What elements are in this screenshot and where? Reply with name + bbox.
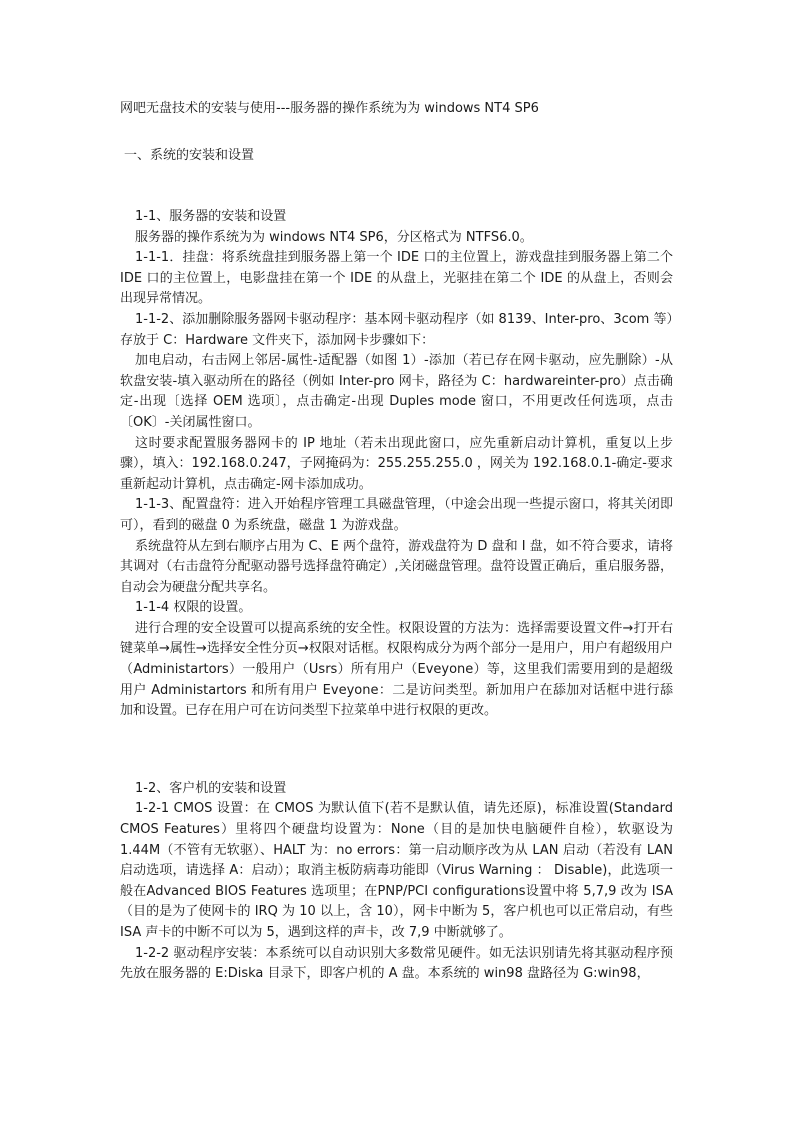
subsection-heading-1-2: 1-2、客户机的安装和设置 <box>135 780 287 796</box>
document-title: 网吧无盘技术的安装与使用---服务器的操作系统为为 windows NT4 SP6 <box>120 101 539 116</box>
paragraph: 1-1-1．挂盘：将系统盘挂到服务器上第一个 IDE 口的主位置上，游戏盘挂到服务器上第二个 IDE 口的主位置上，电影盘挂在第一个 IDE 的从盘上，光驱挂在第二个 IDE 的从盘上，否则会出现异常情况。 <box>120 250 673 307</box>
paragraph: 系统盘符从左到右顺序占用为 C、E 两个盘符，游戏盘符为 D 盘和 I 盘，如不符合要求，请将其调对（右击盘符分配驱动器号选择盘符确定）,关闭磁盘管理。盘符设置正确后，重启服务器，自动会为硬盘分配共享名。 <box>120 538 673 595</box>
paragraph: 1-2-1 CMOS 设置：在 CMOS 为默认值下(若不是默认值，请先还原)，标准设置(Standard CMOS Features）里将四个硬盘均设置为：None（目的是加快电脑硬件自检），软驱设为 1.44M（不管有无软驱）、HALT 为：no errors：第一启动顺序改为从 LAN 启动（若没有 LAN 启动选项，请选择 A：启动）；取消主板防病毒功能即（Virus Warning ： Disable)，此选项一般在Advanced BIOS Features 选项里；在PNP/PCI configurations设置中将 5,7,9 改为 ISA（目的是为了使网卡的 IRQ 为 10 以上，含 10），网卡中断为 5，客户机也可以正常启动，有些 ISA 声卡的中断不可以为 5，遇到这样的声卡，改 7,9 中断就够了。 <box>120 801 673 940</box>
paragraph: 1-1-3、配置盘符：进入开始程序管理工具磁盘管理，（中途会出现一些提示窗口，将其关闭即可），看到的磁盘 0 为系统盘，磁盘 1 为游戏盘。 <box>120 497 673 533</box>
document-body <box>120 207 673 985</box>
section-heading: 一、系统的安装和设置 <box>124 148 255 163</box>
paragraph: 这时要求配置服务器网卡的 IP 地址（若未出现此窗口，应先重新启动计算机，重复以上步骤），填入：192.168.0.247，子网掩码为：255.255.255.0 ，网关为 192.168.0.1-确定-要求重新起动计算机，点击确定-网卡添加成功。 <box>120 435 673 492</box>
subsection-heading-1-1: 1-1、服务器的安装和设置 <box>135 209 287 224</box>
paragraph: 加电启动，右击网上邻居-属性-适配器（如图 1）-添加（若已存在网卡驱动，应先删除）-从软盘安装-填入驱动所在的路径（例如 Inter-pro 网卡，路径为 C：hardwareinter-pro）点击确定-出现〔选择 OEM 选项〕，点击确定-出现 Duples mode 窗口，不用更改任何选项，点击〔OK〕-关闭属性窗口。 <box>120 353 673 430</box>
paragraph: 进行合理的安全设置可以提高系统的安全性。权限设置的方法为：选择需要设置文件→打开右键菜单→属性→选择安全性分页→权限对话框。权限构成分为两个部分一是用户，用户有超级用户（Administartors）一般用户（Usrs）所有用户（Eveyone）等，这里我们需要用到的是超级用户 Administartors 和所有用户 Eveyone：二是访问类型。新加用户在舔加对话框中进行舔加和设置。已存在用户可在访问类型下拉菜单中进行权限的更改。 <box>120 620 673 719</box>
section-spacer <box>120 722 673 779</box>
paragraph: 1-1-2、添加删除服务器网卡驱动程序：基本网卡驱动程序（如 8139、Inter-pro、3com 等）存放于 C：Hardware 文件夹下，添加网卡步骤如下： <box>120 311 673 348</box>
paragraph: 服务器的操作系统为为 windows NT4 SP6，分区格式为 NTFS6.0。 <box>135 229 533 245</box>
paragraph: 1-2-2 驱动程序安装：本系统可以自动识别大多数常见硬件。如无法识别请先将其驱动程序预先放在服务器的 E:Diska 目录下，即客户机的 A 盘。本系统的 win98 盘路径为 G:win98， <box>120 945 673 982</box>
paragraph: 1-1-4 权限的设置。 <box>135 600 252 616</box>
